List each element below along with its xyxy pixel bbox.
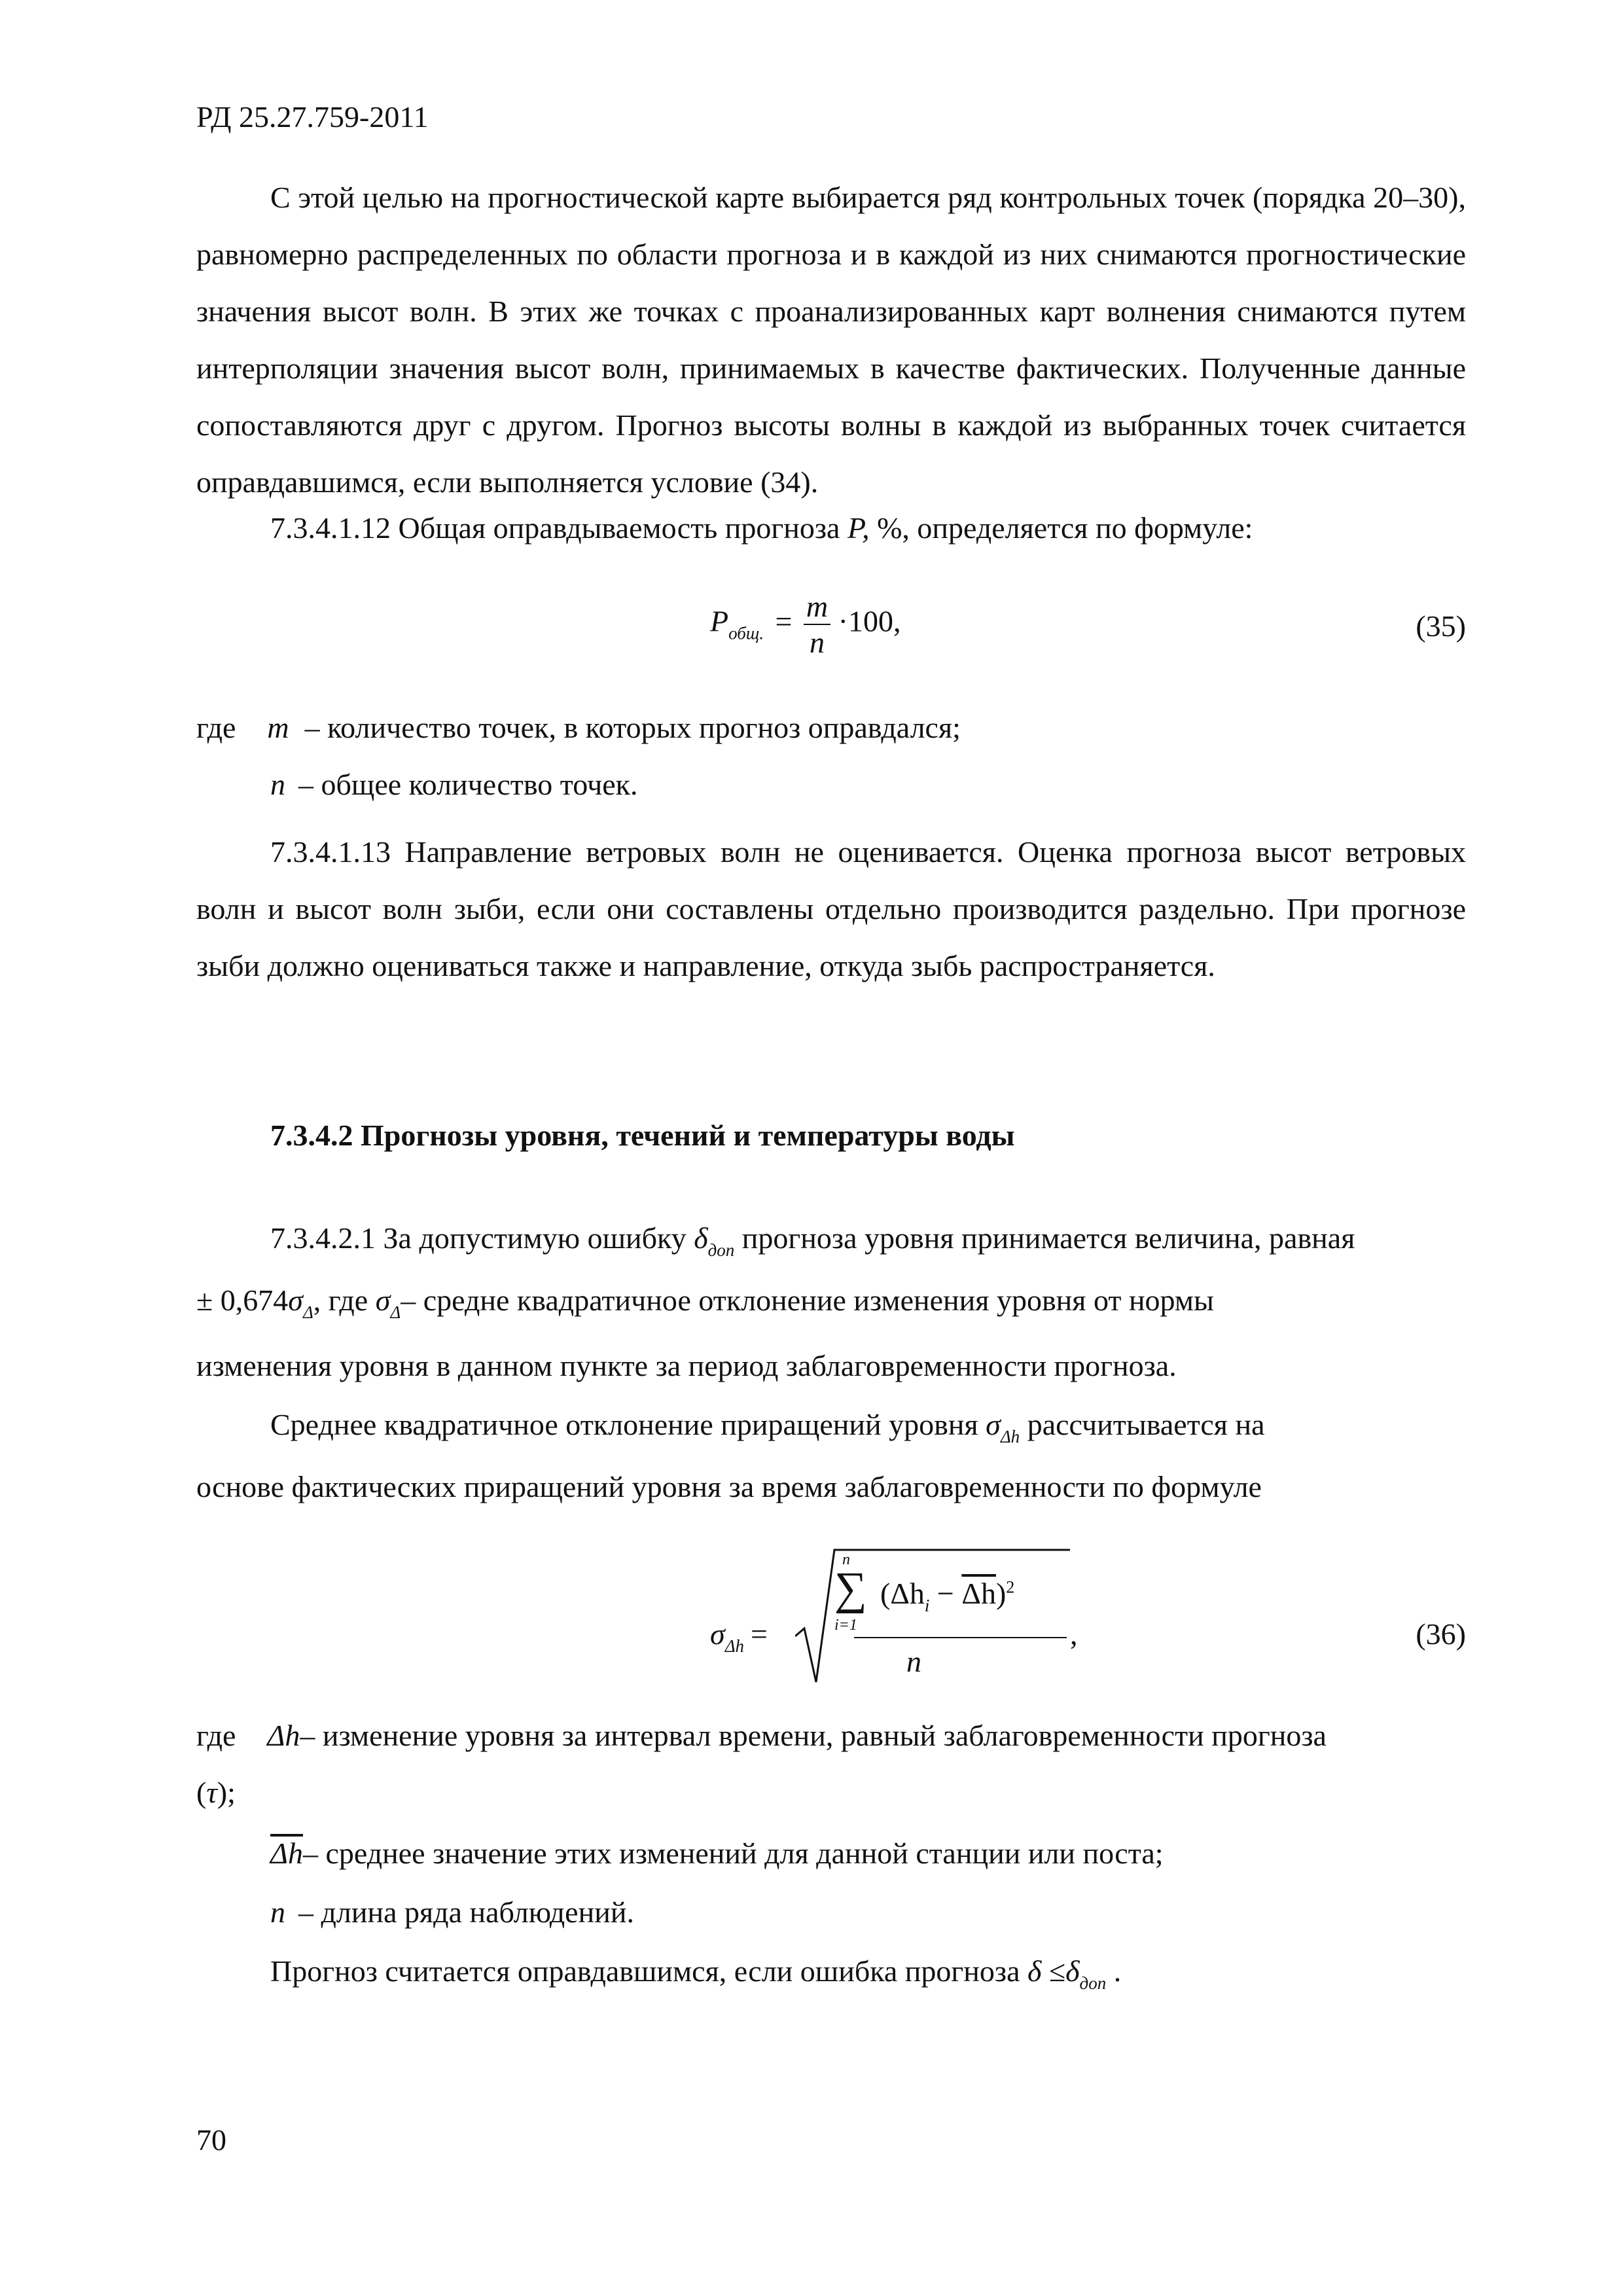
paragraph-std-deviation-line1: Среднее квадратичное отклонение приращений уровня $\sigma_{\Delta h}$ рассчитывается на — [270, 1408, 1265, 1446]
definition-series-length: n – длина ряда наблюдений. — [270, 1895, 634, 1929]
summation-sign: ∑ — [834, 1564, 867, 1614]
definition-mean-delta-h: $\overline{\Delta h}-$ среднее значение этих изменений для данной станции или поста; — [270, 1837, 1164, 1870]
page-number: 70 — [196, 2123, 226, 2157]
paragraph-allowable-error-line1: 7.3.4.2.1 За допустимую ошибку $\delta_{доп}$ прогноза уровня принимается величина, равная — [270, 1221, 1355, 1260]
equation-number-35: (35) — [1416, 609, 1466, 643]
paragraph-forecast-justified: Прогноз считается оправдавшимся, если ошибка прогноза $\delta \le\delta_{доп}$ . — [270, 1954, 1122, 1993]
paragraph-std-deviation-line2: основе фактических приращений уровня за время заблаговременности по формуле — [196, 1470, 1262, 1503]
formula-35: $P_{общ.}$ = $\frac{m}{n}$ ·100, — [710, 590, 901, 659]
formula-36: $\sigma_{\Delta h}$ = n ∑ i=1 $(\Delta h_i - \overline{\Delta h})^2$ n , — [710, 1545, 1077, 1695]
definition-n: n – общее количество точек. — [270, 768, 638, 801]
paragraph-control-points: С этой целью на прогностической карте выбирается ряд контрольных точек (порядка 20–30), равномерно распределенных по области прогноза и в каждой из них снимаются прогностические значения высот волн. В этих же точках с проанализированных карт волнения снимаются путем интерполяции значения высот волн, принимаемых в качестве фактических. Полученные данные сопоставляются друг с другом. Прогноз высоты волны в каждой из выбранных точек считается оправдавшимся, если выполняется условие (34). — [196, 181, 1466, 499]
paragraph-wave-direction: 7.3.4.1.13 Направление ветровых волн не оценивается. Оценка прогноза высот ветровых волн и высот волн зыби, если они составлены отдельно производится раздельно. При прогнозе зыби должно оцениваться также и направление, откуда зыбь распространяется. — [196, 835, 1466, 982]
definition-delta-h-tau: (τ); — [196, 1776, 236, 1809]
definition-delta-h: где Δh– изменение уровня за интервал времени, равный заблаговременности прогноза — [196, 1719, 1327, 1752]
document-code: РД 25.27.759-2011 — [196, 100, 429, 134]
paragraph-allowable-error-line3: изменения уровня в данном пункте за период заблаговременности прогноза. — [196, 1349, 1177, 1382]
definition-m: где m – количество точек, в которых прогноз оправдался; — [196, 711, 961, 744]
section-heading: 7.3.4.2 Прогнозы уровня, течений и температуры воды — [270, 1119, 1015, 1152]
paragraph-overall-accuracy: 7.3.4.1.12 Общая оправдываемость прогноза P, %, определяется по формуле: — [270, 511, 1253, 545]
equation-number-36: (36) — [1416, 1617, 1466, 1651]
paragraph-allowable-error-line2: ± $0,674\sigma_\Delta$, где $\sigma_\Delta-$ средне квадратичное отклонение изменения уровня от нормы — [196, 1283, 1214, 1322]
